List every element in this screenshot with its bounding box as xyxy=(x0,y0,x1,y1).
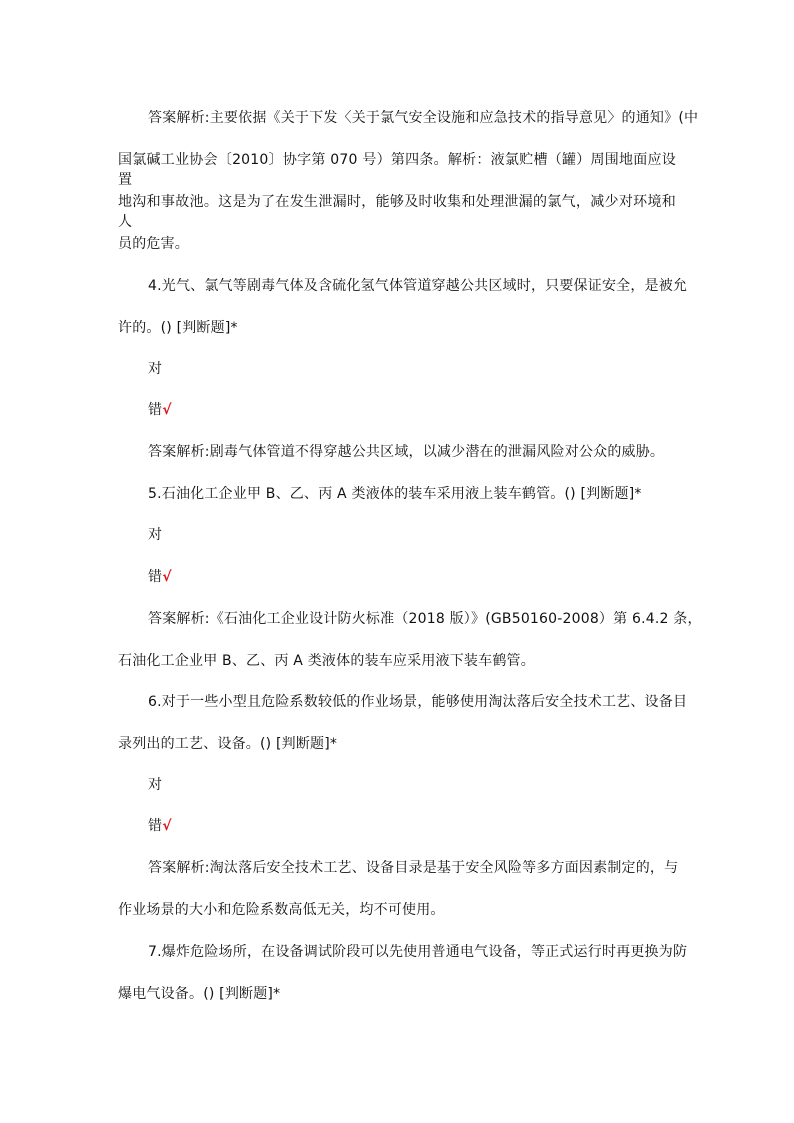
question-7-line-1: 7.爆炸危险场所，在设备调试阶段可以先使用普通电气设备，等正式运行时再更换为防 xyxy=(148,944,688,960)
question-7-line-2: 爆电气设备。() [判断题]* xyxy=(118,986,281,1002)
question-6-explanation-line-2: 作业场景的大小和危险系数高低无关，均不可使用。 xyxy=(118,902,445,918)
question-5-option-true[interactable]: 对 xyxy=(148,527,163,543)
question-6-explanation-line-1: 答案解析:淘汰落后安全技术工艺、设备目录是基于安全风险等多方面因素制定的，与 xyxy=(148,860,679,876)
question-5-line-1: 5.石油化工企业甲 B、乙、丙 A 类液体的装车采用液上装车鹤管。() [判断题]* xyxy=(148,486,642,502)
question-5-explanation-line-2: 石油化工企业甲 B、乙、丙 A 类液体的装车应采用液下装车鹤管。 xyxy=(118,653,535,669)
question-6-line-2: 录列出的工艺、设备。() [判断题]* xyxy=(118,736,338,752)
option-label: 错 xyxy=(148,569,163,585)
question-6-line-1: 6.对于一些小型且危险系数较低的作业场景，能够使用淘汰落后安全技术工艺、设备目 xyxy=(148,694,688,710)
question-6-option-false[interactable] xyxy=(148,816,172,836)
explanation-3-line-3: 地沟和事故池。这是为了在发生泄漏时，能够及时收集和处理泄漏的氯气，减少对环境和人 xyxy=(118,194,676,230)
correct-check-icon: √ xyxy=(162,818,172,834)
option-label: 错 xyxy=(148,818,163,834)
explanation-3-line-4: 员的危害。 xyxy=(118,236,189,252)
question-5-option-false[interactable] xyxy=(148,567,172,587)
option-label: 错 xyxy=(148,402,163,418)
correct-check-icon: √ xyxy=(162,569,172,585)
question-4-explanation: 答案解析:剧毒气体管道不得穿越公共区域，以减少潜在的泄漏风险对公众的威胁。 xyxy=(148,444,665,460)
question-4-line-1: 4.光气、氯气等剧毒气体及含硫化氢气体管道穿越公共区域时，只要保证安全，是被允 xyxy=(148,278,688,294)
explanation-3-line-2: 国氯碱工业协会〔2010〕协字第 070 号）第四条。解析：液氯贮槽（罐）周围地面应设置 xyxy=(118,152,676,188)
question-4-option-true[interactable]: 对 xyxy=(148,361,163,377)
explanation-3-line-1: 答案解析:主要依据《关于下发〈关于氯气安全设施和应急技术的指导意见〉的通知》(中 xyxy=(148,110,699,126)
correct-check-icon: √ xyxy=(162,402,172,418)
question-4-line-2: 许的。() [判断题]* xyxy=(118,320,238,336)
question-5-explanation-line-1: 答案解析:《石油化工企业设计防火标准（2018 版）》(GB50160-2008）第 6.4.2 条， xyxy=(148,611,702,627)
question-6-option-true[interactable]: 对 xyxy=(148,777,163,793)
question-4-option-false[interactable] xyxy=(148,400,172,420)
